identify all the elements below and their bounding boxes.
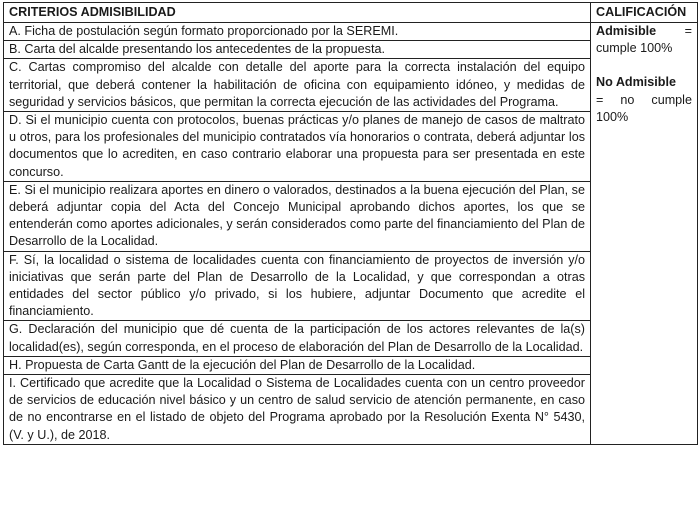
criterion-f: F. Sí, la localidad o sistema de localidades cuenta con financiamiento de proyectos de inversión y/o iniciativas que serán parte del Plan de Desarrollo de la Localidad, y que correspondan a otras entidades del sector público y/o privado, si los hubiere, adjuntar Documento que acredite el financiamiento. [4,251,591,321]
criteria-column-header: CRITERIOS ADMISIBILIDAD [4,3,591,23]
admissible-equals: = [684,24,692,38]
criterion-c: C. Cartas compromiso del alcalde con detalle del aporte para la correcta instalación del equipo territorial, que deberá contener la habilitación de oficina con equipamiento idóneo, y medidas de seguridad y servicios básicos, que permitan la correcta ejecución de las actividades del Programa. [4,59,591,112]
admissibility-criteria-table [3,2,698,445]
grade-cell [591,23,698,445]
not-admissible-term: No Admisible [596,75,677,90]
criterion-i: I. Certificado que acredite que la Localidad o Sistema de Localidades cuenta con un centro proveedor de servicios de educación nivel básico y un centro de salud servicio de atención permanente, en caso de no encontrarse en el listado de objeto del Programa aprobado por la Resolución Exenta N° 5430, (V. y U.), de 2018. [4,375,591,445]
table-header-row [4,3,698,23]
not-admissible-definition-cont: 100% [596,109,629,124]
criterion-a: A. Ficha de postulación según formato proporcionado por la SEREMI. [4,23,591,41]
criterion-b: B. Carta del alcalde presentando los antecedentes de la propuesta. [4,41,591,59]
admissible-definition: cumple 100% [596,41,673,56]
criterion-h: H. Propuesta de Carta Gantt de la ejecución del Plan de Desarrollo de la Localidad. [4,356,591,374]
criterion-e: E. Si el municipio realizara aportes en dinero o valorados, destinados a la buena ejecución del Plan, se deberá adjuntar copia del Acta del Concejo Municipal aprobando dichos aportes, los que se entenderán como aportes adicionales, y serán considerados como parte del financiamiento del Plan de Desarrollo de la Localidad. [4,181,591,251]
grade-column-header: CALIFICACIÓN [591,3,698,23]
criterion-d: D. Si el municipio cuenta con protocolos, buenas prácticas y/o planes de manejo de casos de maltrato u otros, para los profesionales del municipio contratados vía honorarios o contrata, deberá adjuntar los documentos que lo acrediten, en caso contrario elaborar una propuesta para ser presentada en este concurso. [4,112,591,182]
criterion-row-a [4,23,698,41]
criterion-g: G. Declaración del municipio que dé cuenta de la participación de los actores relevantes de la(s) localidad(es), según corresponda, en el proceso de elaboración del Plan de Desarrollo de la Localidad. [4,321,591,356]
admissible-term: Admisible [596,24,657,38]
not-admissible-definition: = no cumple [596,92,692,107]
